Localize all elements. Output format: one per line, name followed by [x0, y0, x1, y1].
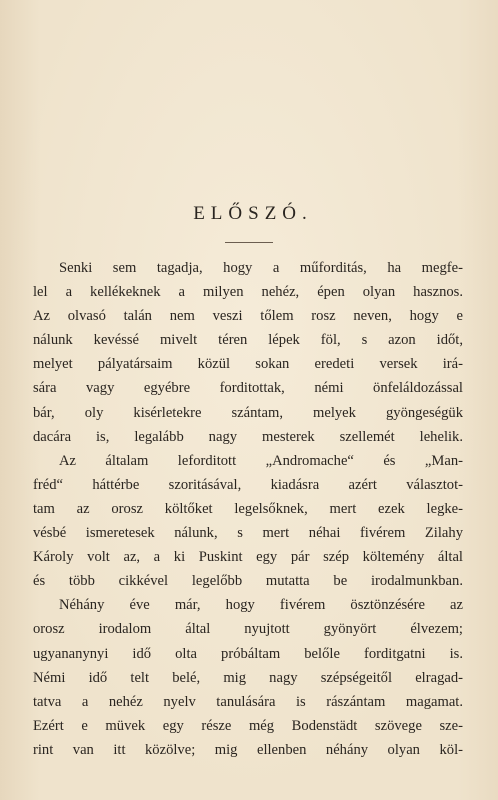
text-line: tam az orosz költőket legelsőknek, mert ezek legke- — [33, 500, 463, 517]
text-line: Az általam leforditott „Andromache“ és „Man- — [59, 452, 463, 469]
text-line: dacára is, legalább nagy mesterek szellemét lehelik. — [33, 428, 463, 445]
text-line: lel a kellékeknek a milyen nehéz, épen olyan hasznos. — [33, 284, 463, 301]
text-line: és több cikkével legelőbb mutatta be irodalmunkban. — [33, 573, 463, 590]
text-line: Az olvasó talán nem veszi tőlem rosz neven, hogy e — [33, 308, 463, 325]
text-line: ugyananynyi idő olta próbáltam belőle forditgatni is. — [33, 645, 463, 662]
text-line: melyet pályatársaim közül sokan eredeti versek irá- — [33, 356, 463, 373]
text-line: nálunk kevéssé mivelt téren lépek föl, s azon időt, — [33, 332, 463, 349]
text-line: bár, oly kisérletekre szántam, melyek gyöngeségük — [33, 404, 463, 421]
text-line: Ezért e müvek egy része még Bodenstädt szövege sze- — [33, 717, 463, 734]
text-line: vésbé ismeretesek nálunk, s mert néhai fivérem Zilahy — [33, 525, 463, 542]
page-title: ELŐSZÓ. — [193, 203, 313, 224]
body-text — [33, 256, 463, 762]
text-line: tatva a nehéz nyelv tanulására is rászántam magamat. — [33, 693, 463, 710]
text-line: sára vagy egyébre forditottak, némi önfeláldozással — [33, 380, 463, 397]
title-rule — [225, 242, 273, 243]
text-line: rint van itt közölve; mig ellenben néhány olyan köl- — [33, 741, 463, 758]
text-line: fréd“ háttérbe szoritásával, kiadásra azért választot- — [33, 476, 463, 493]
text-line: Senki sem tagadja, hogy a műforditás, ha megfe- — [59, 260, 463, 276]
text-line: orosz irodalom által nyujtott gyönyört élvezem; — [33, 621, 463, 638]
text-line: Károly volt az, a ki Puskint egy pár szép költemény által — [33, 549, 463, 566]
text-line: Némi idő telt belé, mig nagy szépségeitől elragad- — [33, 669, 463, 686]
text-line: Néhány éve már, hogy fivérem ösztönzésére az — [59, 597, 463, 614]
